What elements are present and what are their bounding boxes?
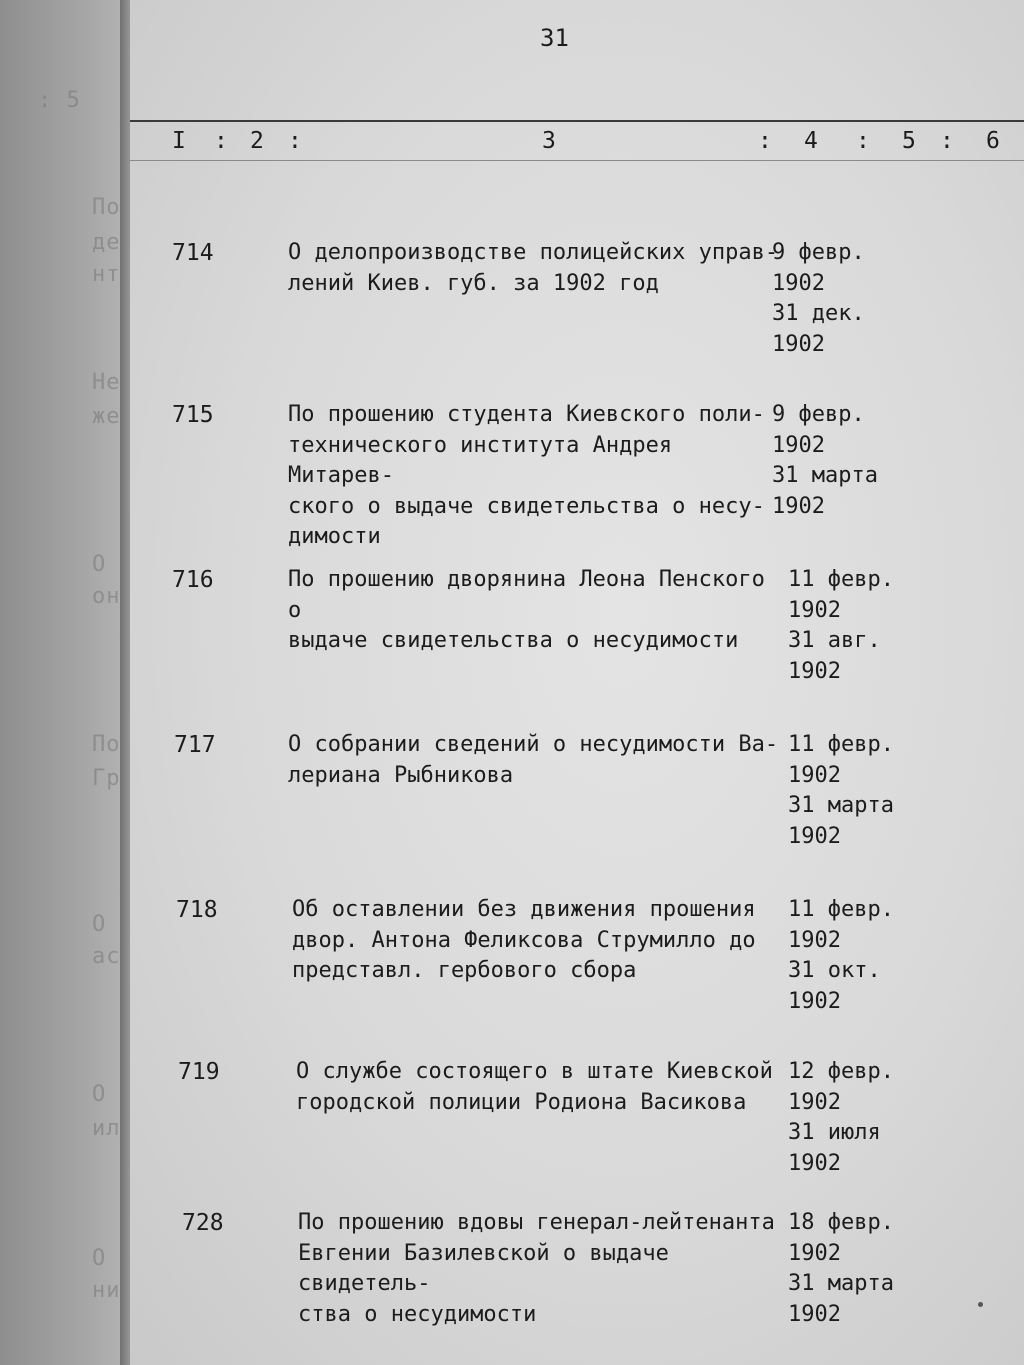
underlying-page-marks: О bbox=[92, 1082, 107, 1107]
date-start: 9 февр. bbox=[772, 240, 865, 265]
entry-description: О службе состоящего в штате Киевской городской полиции Родиона Васикова bbox=[296, 1059, 773, 1115]
underlying-page-marks: Гр bbox=[92, 766, 121, 791]
entry-number: 718 bbox=[176, 897, 218, 923]
date-start: 9 февр. bbox=[772, 402, 865, 427]
entry-description: О делопроизводстве полицейских управ- лений Киев. губ. за 1902 год bbox=[288, 240, 779, 296]
entry-description: О собрании сведений о несудимости Ва- лериана Рыбникова bbox=[288, 732, 779, 788]
underlying-page-marks: О bbox=[92, 912, 107, 937]
year-start: 1902 bbox=[788, 1089, 841, 1115]
entry-dates bbox=[788, 1208, 928, 1330]
entry-number: 719 bbox=[178, 1059, 220, 1085]
underlying-page-marks: же bbox=[92, 404, 121, 429]
year-start: 1902 bbox=[788, 597, 841, 623]
underlying-page-marks: О bbox=[92, 1246, 107, 1271]
ink-speck bbox=[978, 1302, 983, 1307]
date-end: 31 марта bbox=[788, 1271, 894, 1296]
underlying-page-marks: ас bbox=[92, 944, 121, 969]
date-end: 31 дек. bbox=[772, 301, 865, 326]
column-separator: : bbox=[214, 128, 228, 154]
header-rule-top bbox=[130, 120, 1024, 122]
entry-description: Об оставлении без движения прошения двор. Антона Феликсова Струмилло до представл. гербового сбора bbox=[292, 897, 756, 983]
entry-dates bbox=[788, 565, 928, 687]
page-number: 31 bbox=[540, 24, 569, 52]
entry-dates bbox=[788, 895, 928, 1017]
entry-number: 728 bbox=[182, 1210, 224, 1236]
entry-dates bbox=[788, 1057, 928, 1179]
year-start: 1902 bbox=[788, 1240, 841, 1266]
entry-number: 714 bbox=[172, 240, 214, 266]
underlying-page-marks: ни bbox=[92, 1278, 121, 1303]
year-start: 1902 bbox=[788, 762, 841, 788]
year-start: 1902 bbox=[788, 927, 841, 953]
column-separator: : bbox=[856, 128, 870, 154]
column-header-2: 2 bbox=[250, 128, 264, 154]
entry-number: 716 bbox=[172, 567, 214, 593]
entry-number: 715 bbox=[172, 402, 214, 428]
underlying-page-marks: ил bbox=[92, 1116, 121, 1141]
year-end: 1902 bbox=[772, 493, 825, 519]
date-start: 11 февр. bbox=[788, 732, 894, 757]
entry-description: По прошению вдовы генерал-лейтенанта Евгении Базилевской о выдаче свидетель- ства о несудимости bbox=[298, 1210, 775, 1327]
year-end: 1902 bbox=[788, 1301, 841, 1327]
year-end: 1902 bbox=[788, 823, 841, 849]
date-end: 31 июля bbox=[788, 1120, 881, 1145]
date-end: 31 авг. bbox=[788, 628, 881, 653]
date-start: 18 февр. bbox=[788, 1210, 894, 1235]
column-header-4: 4 bbox=[804, 128, 818, 154]
column-header-5: 5 bbox=[902, 128, 916, 154]
entry-dates bbox=[772, 400, 912, 522]
year-start: 1902 bbox=[772, 270, 825, 296]
underlying-page-marks: де bbox=[92, 230, 121, 255]
date-end: 31 марта bbox=[788, 793, 894, 818]
entry-description: По прошению студента Киевского поли- технического института Андрея Митарев- ского о выдаче свидетельства о несу- димости bbox=[288, 402, 765, 549]
column-separator: : bbox=[758, 128, 772, 154]
entry-dates bbox=[788, 730, 928, 852]
underlying-page-marks: он bbox=[92, 584, 121, 609]
column-header-3: 3 bbox=[542, 128, 556, 154]
year-end: 1902 bbox=[788, 988, 841, 1014]
year-start: 1902 bbox=[772, 432, 825, 458]
year-end: 1902 bbox=[772, 331, 825, 357]
entry-description: По прошению дворянина Леона Пенского о выдаче свидетельства о несудимости bbox=[288, 567, 765, 653]
date-start: 12 февр. bbox=[788, 1059, 894, 1084]
underlying-page-marks: По bbox=[92, 195, 121, 220]
underlying-page-edge bbox=[0, 0, 130, 1365]
underlying-page-marks: : 5 bbox=[38, 88, 81, 113]
underlying-page-marks: О bbox=[92, 552, 107, 577]
column-header-1: I bbox=[172, 128, 186, 154]
column-separator: : bbox=[940, 128, 954, 154]
year-end: 1902 bbox=[788, 658, 841, 684]
entry-dates bbox=[772, 238, 912, 360]
date-start: 11 февр. bbox=[788, 897, 894, 922]
column-header-6: 6 bbox=[986, 128, 1000, 154]
date-end: 31 окт. bbox=[788, 958, 881, 983]
entry-number: 717 bbox=[174, 732, 216, 758]
underlying-page-marks: Не bbox=[92, 370, 121, 395]
date-end: 31 марта bbox=[772, 463, 878, 488]
underlying-page-marks: По bbox=[92, 732, 121, 757]
date-start: 11 февр. bbox=[788, 567, 894, 592]
header-rule-bottom bbox=[130, 160, 1024, 161]
document-page bbox=[130, 0, 1024, 1365]
underlying-page-marks: нт bbox=[92, 262, 121, 287]
year-end: 1902 bbox=[788, 1150, 841, 1176]
column-separator: : bbox=[288, 128, 302, 154]
